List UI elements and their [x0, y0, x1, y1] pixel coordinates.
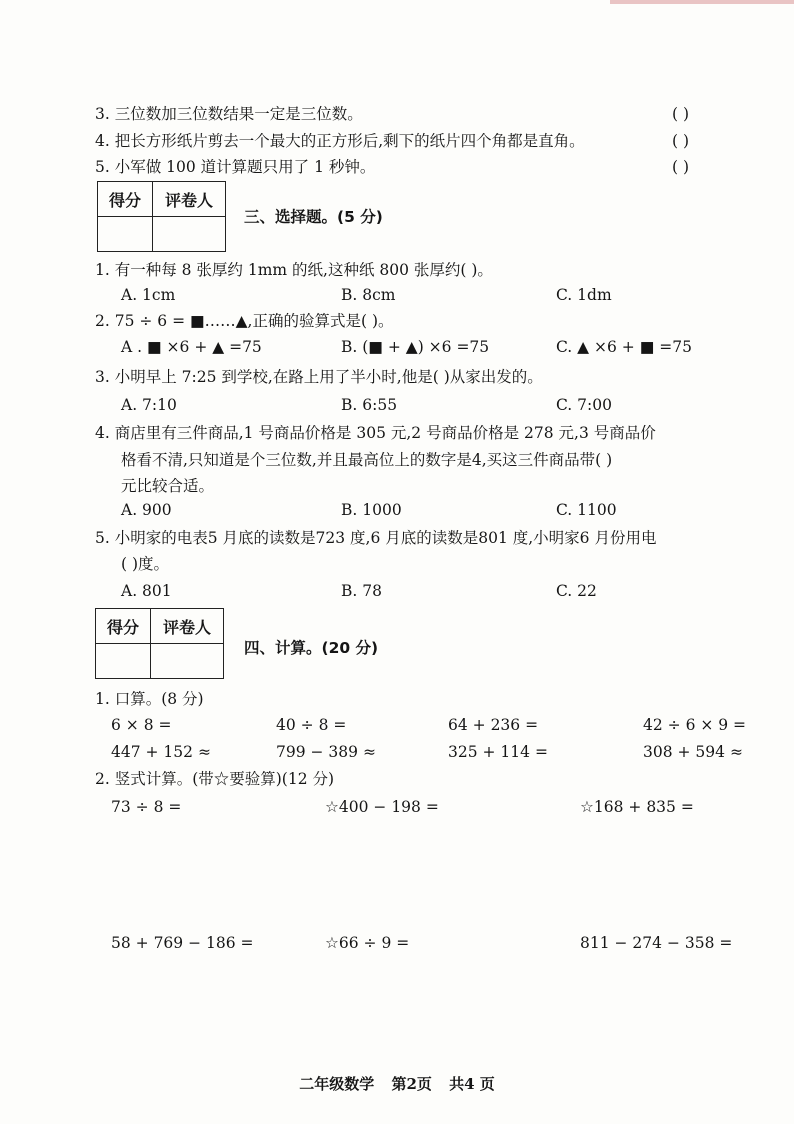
judge-answer-4[interactable]: ( ) — [672, 132, 690, 150]
judge-answer-3[interactable]: ( ) — [672, 105, 690, 123]
section3-title: 三、选择题。(5 分) — [244, 208, 383, 226]
choice-q3: 3. 小明早上 7:25 到学校,在路上用了半小时,他是( )从家出发的。 — [95, 368, 543, 386]
score-box-section4 — [95, 608, 224, 679]
vertical-calc-title: 2. 竖式计算。(带☆要验算)(12 分) — [95, 770, 335, 788]
q5-option-a[interactable]: A. 801 — [121, 582, 172, 600]
score-cell[interactable] — [96, 644, 151, 679]
q2-option-b[interactable]: B. (■ + ▲) ×6 =75 — [341, 338, 490, 356]
oral-calc-8[interactable]: 308 + 594 ≈ — [643, 743, 743, 761]
choice-q5-line2: ( )度。 — [121, 555, 170, 573]
score-header: 得分 — [96, 609, 151, 644]
choice-q4-line1: 4. 商店里有三件商品,1 号商品价格是 305 元,2 号商品价格是 278 元,3 号商品价 — [95, 424, 656, 442]
q2-option-c[interactable]: C. ▲ ×6 + ■ =75 — [556, 338, 692, 356]
choice-q5-line1: 5. 小明家的电表5 月底的读数是723 度,6 月底的读数是801 度,小明家6 月份用电 — [95, 529, 657, 547]
vertical-calc-2[interactable]: ☆400 − 198 = — [325, 798, 439, 816]
judge-answer-5[interactable]: ( ) — [672, 158, 690, 176]
oral-calc-7[interactable]: 325 + 114 = — [448, 743, 548, 761]
judge-item-4: 4. 把长方形纸片剪去一个最大的正方形后,剩下的纸片四个角都是直角。 — [95, 132, 585, 150]
q1-option-b[interactable]: B. 8cm — [341, 286, 396, 304]
q3-option-a[interactable]: A. 7:10 — [121, 396, 177, 414]
q5-option-b[interactable]: B. 78 — [341, 582, 382, 600]
q2-option-a[interactable]: A . ■ ×6 + ▲ =75 — [121, 338, 262, 356]
judge-item-5: 5. 小军做 100 道计算题只用了 1 秒钟。 — [95, 158, 376, 176]
oral-calc-5[interactable]: 447 + 152 ≈ — [111, 743, 211, 761]
choice-q4-line2: 格看不清,只知道是个三位数,并且最高位上的数字是4,买这三件商品带( ) — [121, 451, 613, 469]
oral-calc-3[interactable]: 64 + 236 = — [448, 716, 539, 734]
choice-q1: 1. 有一种每 8 张厚约 1mm 的纸,这种纸 800 张厚约( )。 — [95, 261, 493, 279]
q1-option-a[interactable]: A. 1cm — [121, 286, 176, 304]
q5-option-c[interactable]: C. 22 — [556, 582, 597, 600]
page-footer — [0, 1073, 794, 1094]
vertical-calc-6[interactable]: 811 − 274 − 358 = — [580, 934, 733, 952]
footer-total: 共4 页 — [449, 1075, 495, 1093]
q3-option-b[interactable]: B. 6:55 — [341, 396, 398, 414]
oral-calc-title: 1. 口算。(8 分) — [95, 690, 204, 708]
vertical-calc-3[interactable]: ☆168 + 835 = — [580, 798, 694, 816]
grader-cell[interactable] — [153, 217, 226, 252]
grader-header: 评卷人 — [153, 182, 226, 217]
oral-calc-4[interactable]: 42 ÷ 6 × 9 = — [643, 716, 747, 734]
q1-option-c[interactable]: C. 1dm — [556, 286, 612, 304]
vertical-calc-5[interactable]: ☆66 ÷ 9 = — [325, 934, 410, 952]
oral-calc-6[interactable]: 799 − 389 ≈ — [276, 743, 376, 761]
grader-header: 评卷人 — [151, 609, 224, 644]
footer-subject: 二年级数学 — [299, 1075, 375, 1093]
footer-page: 第2页 — [391, 1075, 432, 1093]
q4-option-c[interactable]: C. 1100 — [556, 501, 617, 519]
choice-q4-line3: 元比较合适。 — [121, 477, 215, 495]
score-box-section3 — [97, 181, 226, 252]
q4-option-a[interactable]: A. 900 — [121, 501, 172, 519]
grader-cell[interactable] — [151, 644, 224, 679]
judge-item-3: 3. 三位数加三位数结果一定是三位数。 — [95, 105, 363, 123]
vertical-calc-1[interactable]: 73 ÷ 8 = — [111, 798, 182, 816]
q4-option-b[interactable]: B. 1000 — [341, 501, 402, 519]
score-header: 得分 — [98, 182, 153, 217]
choice-q2: 2. 75 ÷ 6 = ■……▲,正确的验算式是( )。 — [95, 312, 394, 330]
score-cell[interactable] — [98, 217, 153, 252]
oral-calc-2[interactable]: 40 ÷ 8 = — [276, 716, 347, 734]
q3-option-c[interactable]: C. 7:00 — [556, 396, 612, 414]
vertical-calc-4[interactable]: 58 + 769 − 186 = — [111, 934, 254, 952]
top-edge-mark — [610, 0, 794, 4]
section4-title: 四、计算。(20 分) — [244, 639, 379, 657]
oral-calc-1[interactable]: 6 × 8 = — [111, 716, 172, 734]
